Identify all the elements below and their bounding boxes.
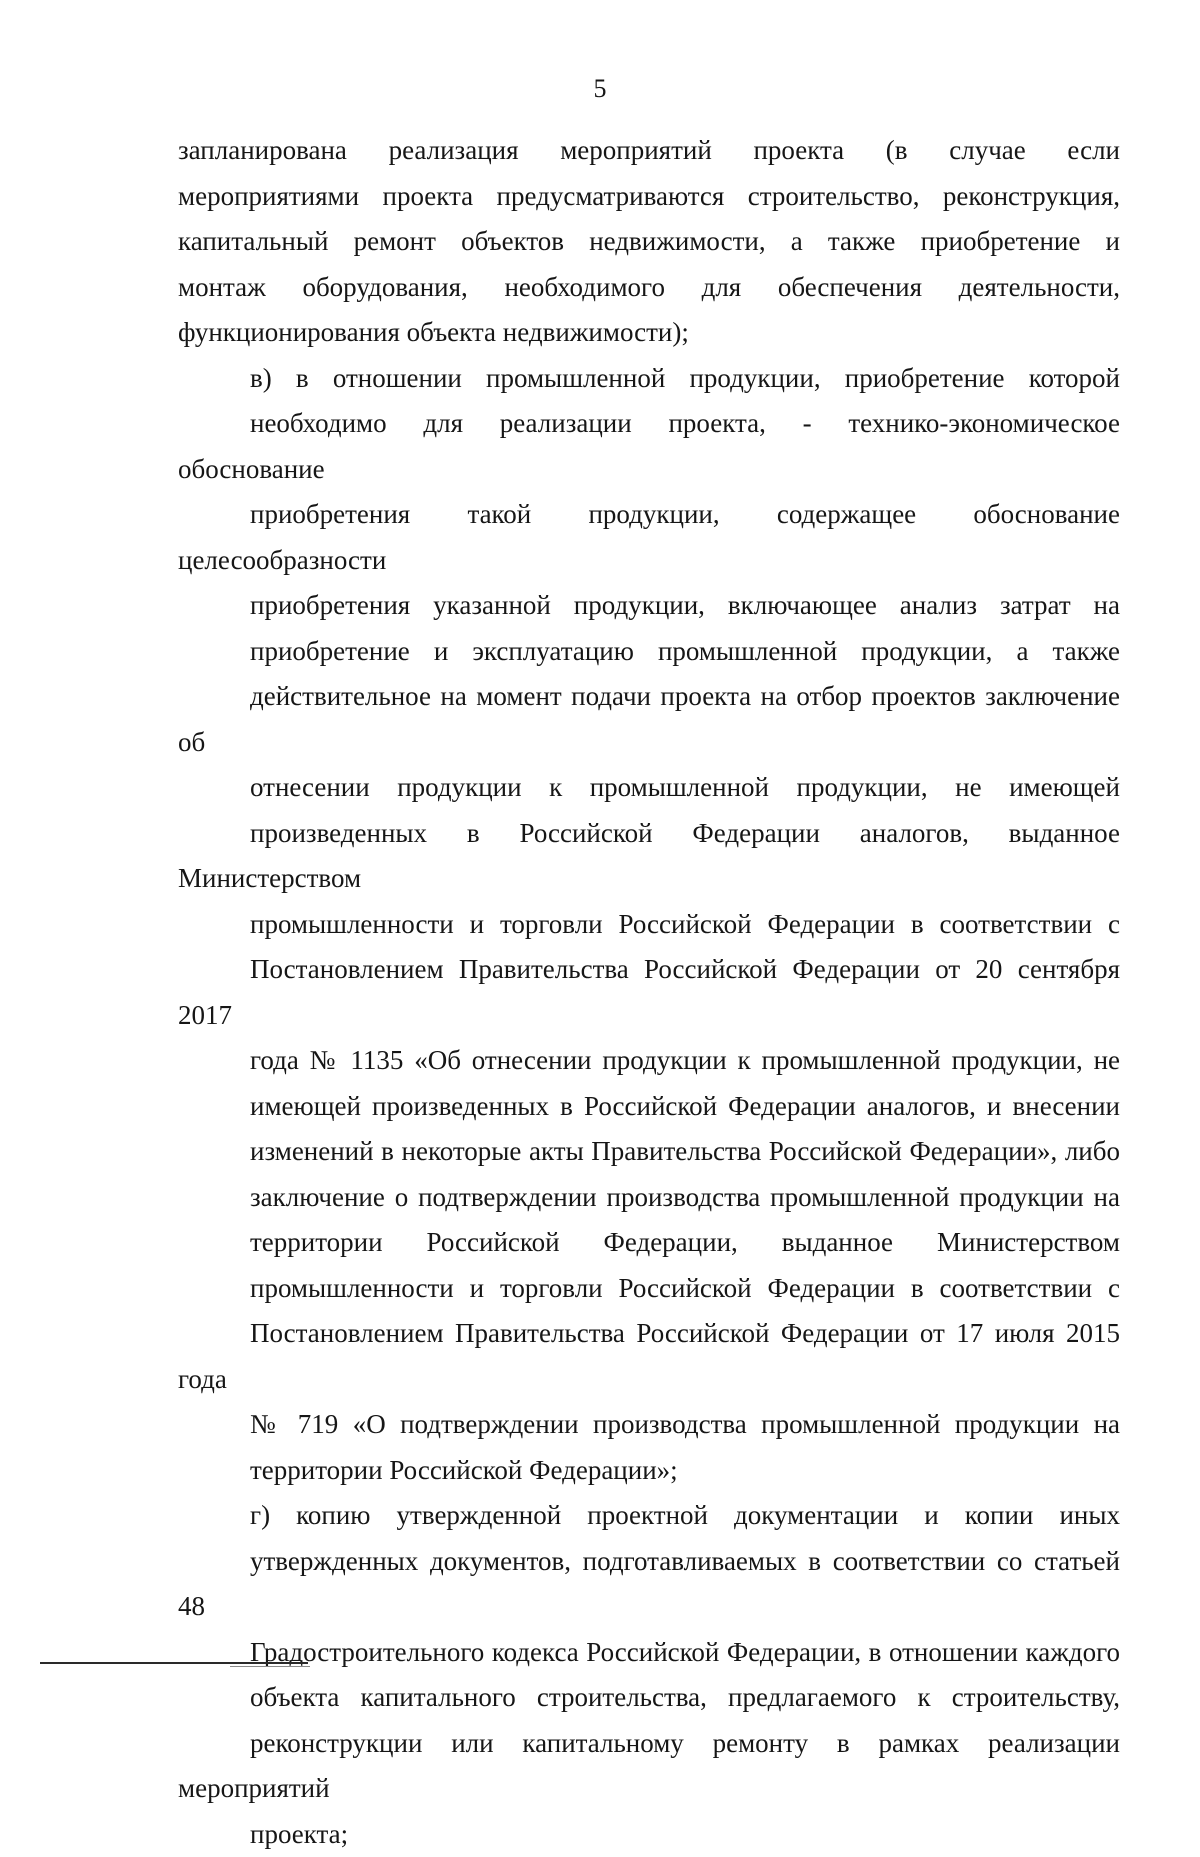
text-line: капитальный ремонт объектов недвижимости, а также приобретение и	[178, 219, 1120, 265]
footer-separator-line-tail	[230, 1666, 310, 1667]
text-line: приобретения такой продукции, содержащее обоснование целесообразности	[178, 492, 1120, 583]
page-number: 5	[0, 74, 1200, 104]
text-line: г) копию утвержденной проектной документации и копии иных	[178, 1493, 1120, 1539]
text-line: мероприятиями проекта предусматриваются строительство, реконструкция,	[178, 174, 1120, 220]
text-line: Постановлением Правительства Российской Федерации от 20 сентября 2017	[178, 947, 1120, 1038]
text-line: отнесении продукции к промышленной продукции, не имеющей	[178, 765, 1120, 811]
footer-separator-line	[40, 1662, 308, 1664]
paragraph-item-g	[178, 1493, 1120, 1857]
text-line: проекта;	[178, 1812, 1120, 1857]
text-line: промышленности и торговли Российской Федерации в соответствии с	[178, 902, 1120, 948]
document-body	[178, 128, 1120, 1857]
text-line: года № 1135 «Об отнесении продукции к промышленной продукции, не	[178, 1038, 1120, 1084]
text-line: изменений в некоторые акты Правительства Российской Федерации», либо	[178, 1129, 1120, 1175]
text-line: территории Российской Федерации»;	[178, 1448, 1120, 1494]
text-line: монтаж оборудования, необходимого для обеспечения деятельности,	[178, 265, 1120, 311]
text-line: Градостроительного кодекса Российской Федерации, в отношении каждого	[178, 1630, 1120, 1676]
text-line: функционирования объекта недвижимости);	[178, 310, 1120, 356]
text-line: территории Российской Федерации, выданное Министерством	[178, 1220, 1120, 1266]
text-line: реконструкции или капитальному ремонту в рамках реализации мероприятий	[178, 1721, 1120, 1812]
text-line: запланирована реализация мероприятий проекта (в случае если	[178, 128, 1120, 174]
text-line: № 719 «О подтверждении производства промышленной продукции на	[178, 1402, 1120, 1448]
text-line: имеющей произведенных в Российской Федерации аналогов, и внесении	[178, 1084, 1120, 1130]
text-line: объекта капитального строительства, предлагаемого к строительству,	[178, 1675, 1120, 1721]
text-line: действительное на момент подачи проекта на отбор проектов заключение об	[178, 674, 1120, 765]
text-line: приобретение и эксплуатацию промышленной продукции, а также	[178, 629, 1120, 675]
text-line: необходимо для реализации проекта, - технико-экономическое обоснование	[178, 401, 1120, 492]
text-line: заключение о подтверждении производства промышленной продукции на	[178, 1175, 1120, 1221]
paragraph-continuation	[178, 128, 1120, 356]
text-line: приобретения указанной продукции, включающее анализ затрат на	[178, 583, 1120, 629]
text-line: утвержденных документов, подготавливаемых в соответствии со статьей 48	[178, 1539, 1120, 1630]
text-line: произведенных в Российской Федерации аналогов, выданное Министерством	[178, 811, 1120, 902]
paragraph-item-v	[178, 356, 1120, 1494]
text-line: в) в отношении промышленной продукции, приобретение которой	[178, 356, 1120, 402]
text-line: Постановлением Правительства Российской Федерации от 17 июля 2015 года	[178, 1311, 1120, 1402]
text-line: промышленности и торговли Российской Федерации в соответствии с	[178, 1266, 1120, 1312]
